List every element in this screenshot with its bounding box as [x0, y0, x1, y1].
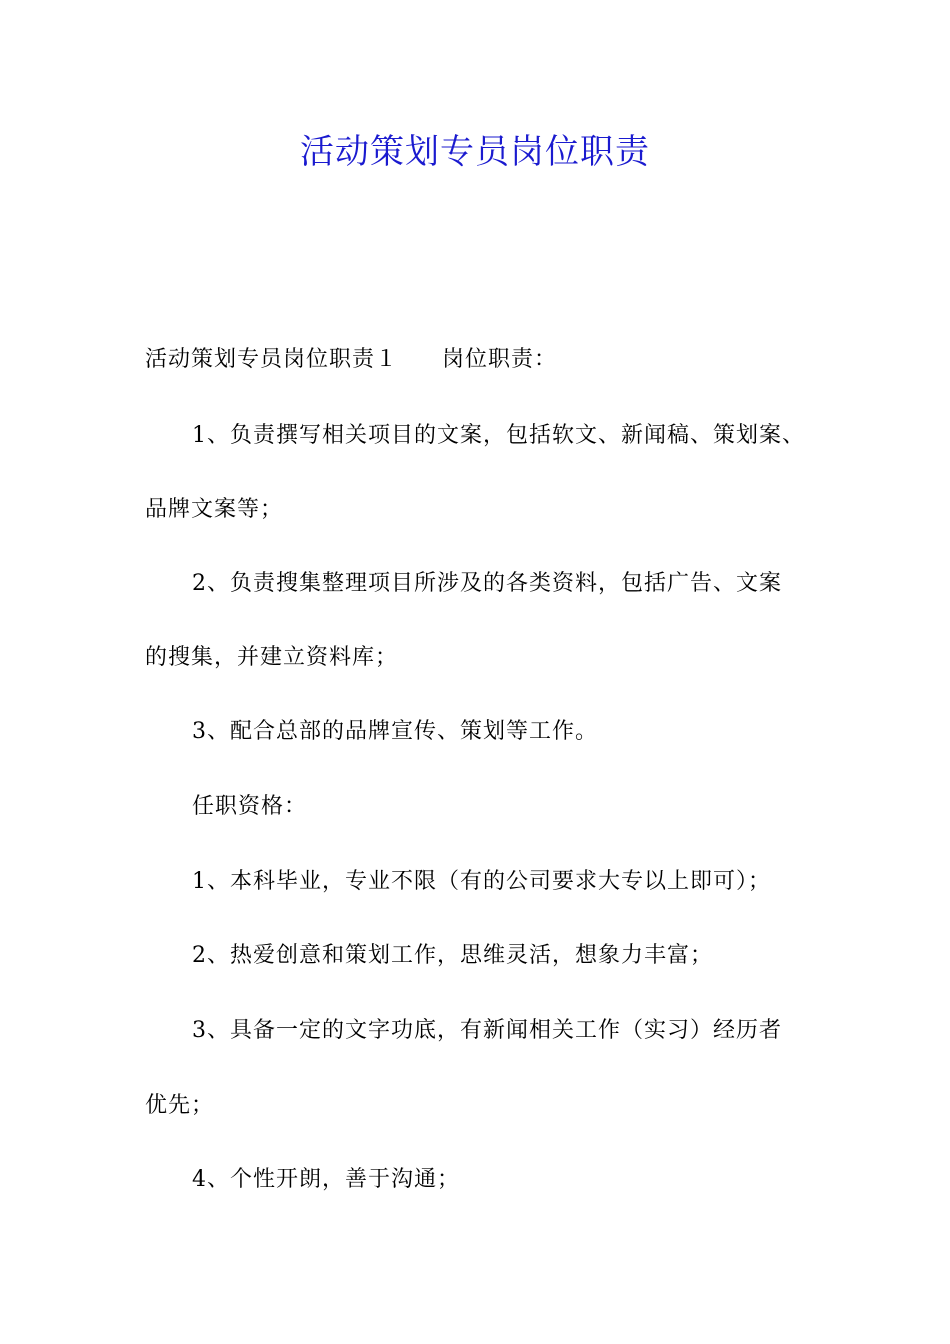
qualifications-label: 任职资格： — [192, 794, 308, 819]
qualification-1-line-1: 1、本科毕业，专业不限（有的公司要求大专以上即可）； — [192, 869, 771, 894]
intro-line — [145, 344, 557, 376]
duty-1-line-2: 品牌文案等； — [145, 497, 284, 522]
duty-2-line-1: 2、负责搜集整理项目所涉及的各类资料，包括广告、文案 — [192, 571, 782, 596]
document-title: 活动策划专员岗位职责 — [300, 132, 650, 172]
qualification-3-line-1: 3、具备一定的文字功底，有新闻相关工作（实习）经历者 — [192, 1018, 782, 1043]
qualification-4-line-1: 4、个性开朗，善于沟通； — [192, 1167, 460, 1192]
duty-3-line-1: 3、配合总部的品牌宣传、策划等工作。 — [192, 719, 598, 744]
duty-1-line-1: 1、负责撰写相关项目的文案，包括软文、新闻稿、策划案、 — [192, 423, 805, 448]
duty-2-line-2: 的搜集，并建立资料库； — [145, 645, 399, 670]
qualification-2-line-1: 2、热爱创意和策划工作，思维灵活，想象力丰富； — [192, 943, 713, 968]
qualification-3-line-2: 优先； — [145, 1093, 215, 1118]
intro-heading: 活动策划专员岗位职责１ — [145, 347, 399, 372]
intro-label: 岗位职责： — [442, 347, 558, 372]
